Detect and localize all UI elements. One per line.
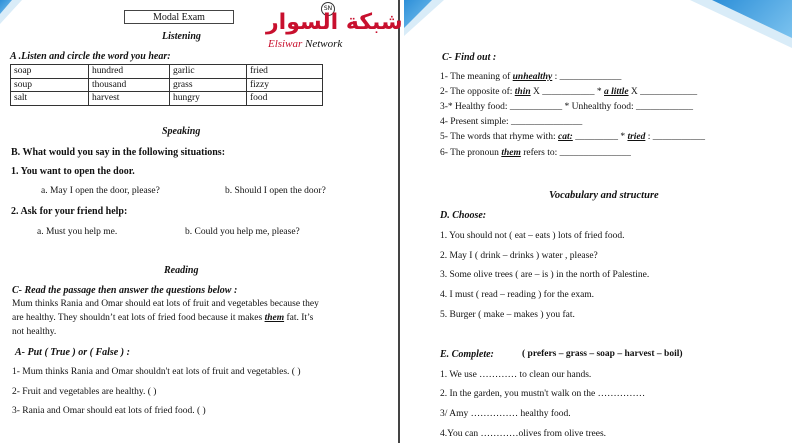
- find-out-3: 3-* Healthy food: ___________ * Unhealthy food: ____________: [440, 102, 694, 112]
- find-out-2-text: 2- The opposite of:: [440, 87, 515, 97]
- passage-line-3: not healthy.: [12, 327, 57, 337]
- table-row: [11, 78, 323, 92]
- site-logo: [264, 2, 403, 52]
- table-row: [11, 92, 323, 106]
- complete-2: 2. In the garden, you mustn't walk on the ……………: [440, 389, 646, 399]
- choose-title: D. Choose:: [440, 210, 487, 221]
- complete-word-bank: ( prefers – grass – soap – harvest – boil): [522, 349, 683, 359]
- word-tried: tried: [627, 132, 646, 142]
- choose-1: 1. You should not ( eat – eats ) lots of fried food.: [440, 231, 625, 241]
- word-cat: cat:: [558, 132, 573, 142]
- find-out-5-text: 5- The words that rhyme with:: [440, 132, 559, 142]
- word-a-little: a little: [604, 87, 629, 97]
- true-false-2: 2- Fruit and vegetables are healthy. ( ): [12, 387, 157, 397]
- table-cell: salt: [11, 92, 89, 106]
- find-out-1-blank: : _____________: [552, 72, 622, 82]
- complete-4: 4.You can …………olives from olive trees.: [440, 429, 607, 439]
- table-cell: fizzy: [247, 78, 323, 92]
- table-cell: grass: [170, 78, 247, 92]
- logo-english-text: [268, 38, 342, 50]
- table-row: [11, 65, 323, 79]
- listening-word-table: [10, 64, 323, 106]
- logo-badge: SN: [321, 2, 335, 16]
- listening-instruction: A .Listen and circle the word you hear:: [10, 51, 171, 62]
- passage-text: are healthy. They shouldn’t eat lots of fried food because it makes: [12, 313, 265, 323]
- choose-5: 5. Burger ( make – makes ) you fat.: [440, 310, 575, 320]
- complete-title: E. Complete:: [440, 349, 494, 360]
- passage-them: them: [264, 313, 285, 323]
- find-out-5-blank-2: : ___________: [645, 132, 706, 142]
- listening-title: Listening: [162, 31, 201, 42]
- true-false-1: 1- Mum thinks Rania and Omar shouldn't eat lots of fruit and vegetables. ( ): [12, 367, 301, 377]
- situation-2-option-a: a. Must you help me.: [37, 227, 118, 237]
- find-out-2: [440, 87, 697, 97]
- find-out-6: [440, 148, 631, 158]
- choose-3: 3. Some olive trees ( are – is ) in the north of Palestine.: [440, 270, 650, 280]
- logo-english-prefix: Elsiwar: [268, 38, 303, 50]
- find-out-1-text: 1- The meaning of: [440, 72, 513, 82]
- find-out-5-blank-1: _________ *: [572, 132, 628, 142]
- situation-2: 2. Ask for your friend help:: [11, 206, 128, 217]
- vocabulary-title: Vocabulary and structure: [549, 190, 659, 201]
- table-cell: food: [247, 92, 323, 106]
- passage-line-1: Mum thinks Rania and Omar should eat lots of fruit and vegetables because they: [12, 299, 319, 309]
- table-cell: fried: [247, 65, 323, 79]
- passage-text-end: fat. It’s: [284, 313, 314, 323]
- exam-title: Modal Exam: [153, 12, 205, 23]
- table-cell: soup: [11, 78, 89, 92]
- table-cell: hungry: [170, 92, 247, 106]
- table-cell: harvest: [89, 92, 170, 106]
- situation-2-option-b: b. Could you help me, please?: [185, 227, 300, 237]
- reading-title: Reading: [164, 265, 199, 276]
- table-cell: hundred: [89, 65, 170, 79]
- find-out-6-text: 6- The pronoun: [440, 148, 502, 158]
- find-out-6-blank: refers to: _______________: [520, 148, 631, 158]
- find-out-1: [440, 72, 621, 82]
- logo-english-suffix: Network: [302, 38, 343, 50]
- find-out-2-blank-2: X ____________: [628, 87, 698, 97]
- logo-arabic-text: شبكة السوار: [266, 10, 403, 35]
- true-false-3: 3- Rania and Omar should eat lots of fried food. ( ): [12, 406, 206, 416]
- speaking-question: B. What would you say in the following situations:: [11, 147, 226, 158]
- find-out-5: [440, 132, 705, 142]
- speaking-title: Speaking: [162, 126, 201, 137]
- find-out-title: C- Find out :: [442, 52, 497, 63]
- passage-line-2: [12, 313, 313, 323]
- reading-instruction: C- Read the passage then answer the questions below :: [12, 285, 238, 296]
- complete-3: 3/ Amy …………… healthy food.: [440, 409, 571, 419]
- word-thin: thin: [514, 87, 531, 97]
- table-cell: garlic: [170, 65, 247, 79]
- table-cell: soap: [11, 65, 89, 79]
- find-out-2-blank-1: X ___________ *: [530, 87, 604, 97]
- situation-1-option-b: b. Should I open the door?: [225, 186, 326, 196]
- right-page: [400, 0, 792, 443]
- word-them: them: [501, 148, 521, 158]
- word-unhealthy: unhealthy: [512, 72, 553, 82]
- situation-1-option-a: a. May I open the door, please?: [41, 186, 160, 196]
- true-false-title: A- Put ( True ) or ( False ) :: [15, 347, 130, 358]
- choose-2: 2. May I ( drink – drinks ) water , please?: [440, 251, 598, 261]
- situation-1: 1. You want to open the door.: [11, 166, 135, 177]
- choose-4: 4. I must ( read – reading ) for the exam.: [440, 290, 595, 300]
- complete-1: 1. We use ………… to clean our hands.: [440, 370, 592, 380]
- exam-title-box: [124, 10, 234, 24]
- find-out-4: 4- Present simple: _______________: [440, 117, 583, 127]
- table-cell: thousand: [89, 78, 170, 92]
